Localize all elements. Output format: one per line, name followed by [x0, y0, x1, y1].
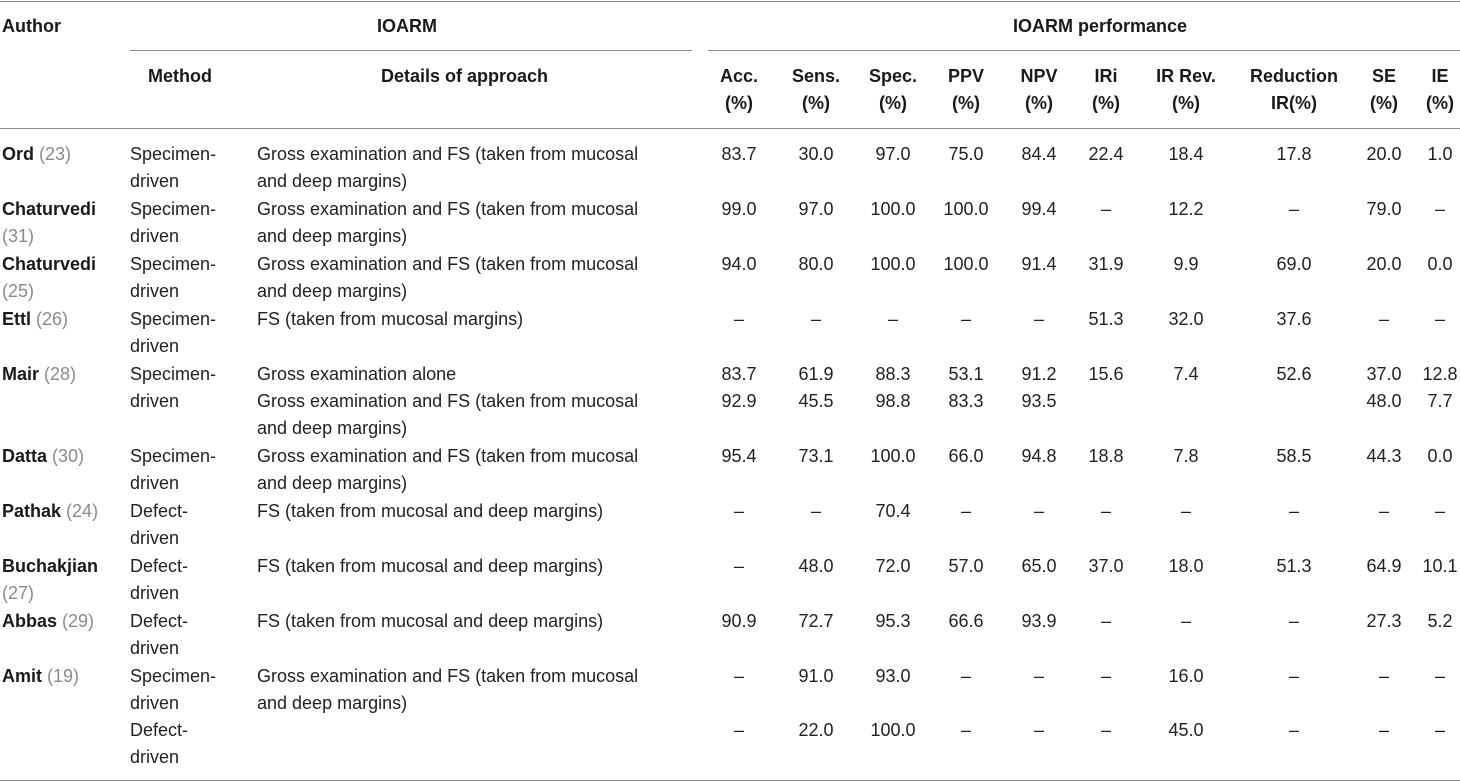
author-reference: (19)	[47, 666, 80, 686]
metric-value: 99.0	[721, 199, 757, 219]
metric-value: –	[810, 501, 821, 521]
author-name: Pathak	[2, 501, 62, 521]
metric-value: 64.9	[1366, 556, 1402, 576]
metric-value: 18.8	[1088, 446, 1124, 466]
metric-value: 30.0	[798, 144, 834, 164]
metric-value: 7.8	[1173, 446, 1199, 466]
method-text: Specimen-	[130, 309, 217, 329]
performance-group-rule	[708, 50, 1460, 51]
metric-value: 91.0	[798, 666, 834, 686]
metric-value: 93.5	[1021, 391, 1057, 411]
metric-value: 83.3	[948, 391, 984, 411]
method-text: driven	[130, 391, 180, 411]
metric-value: 9.9	[1173, 254, 1199, 274]
metric-value: –	[960, 309, 971, 329]
metric-value: 97.0	[798, 199, 834, 219]
author-cell	[2, 443, 128, 470]
metric-value: 20.0	[1366, 254, 1402, 274]
author-cell	[2, 251, 128, 305]
header-author: Author	[2, 16, 61, 36]
details-text: and deep margins)	[257, 171, 408, 191]
metric-value: –	[1033, 309, 1044, 329]
metric-value: –	[1288, 199, 1299, 219]
header-method: Method	[148, 66, 212, 86]
metric-value: 7.7	[1427, 391, 1453, 411]
details-text: and deep margins)	[257, 693, 408, 713]
metric-value: –	[887, 309, 898, 329]
author-name: Mair	[2, 364, 40, 384]
metric-value: 18.0	[1168, 556, 1204, 576]
method-text: driven	[130, 747, 180, 767]
details-text: and deep margins)	[257, 418, 408, 438]
metric-value: –	[1434, 501, 1445, 521]
metric-value: 73.1	[798, 446, 834, 466]
metric-value: –	[1033, 501, 1044, 521]
method-text: Specimen-	[130, 254, 217, 274]
metric-value: 93.9	[1021, 611, 1057, 631]
metric-value: –	[1033, 666, 1044, 686]
metric-value: 100.0	[943, 254, 989, 274]
metric-header: SE	[1371, 66, 1396, 86]
method-text: Defect-	[130, 501, 189, 521]
metric-header-unit: (%)	[952, 93, 980, 113]
details-text: FS (taken from mucosal and deep margins)	[257, 611, 604, 631]
method-text: driven	[130, 528, 180, 548]
metric-value: –	[1378, 666, 1389, 686]
details-text: Gross examination alone	[257, 364, 457, 384]
author-reference: (28)	[44, 364, 77, 384]
metric-value: 37.6	[1276, 309, 1312, 329]
author-cell	[2, 306, 128, 333]
metric-value: 75.0	[948, 144, 984, 164]
metric-header: IE	[1431, 66, 1449, 86]
metric-value: 95.4	[721, 446, 757, 466]
metric-value: –	[733, 501, 744, 521]
metric-value: –	[1100, 666, 1111, 686]
method-text: Specimen-	[130, 364, 217, 384]
details-text: Gross examination and FS (taken from mucosal	[257, 446, 639, 466]
metric-value: 84.4	[1021, 144, 1057, 164]
metric-header-unit: (%)	[802, 93, 830, 113]
author-name: Buchakjian	[2, 556, 99, 576]
metric-header-unit: (%)	[879, 93, 907, 113]
metric-value: 45.5	[798, 391, 834, 411]
metric-value: 45.0	[1168, 720, 1204, 740]
details-text: Gross examination and FS (taken from mucosal	[257, 391, 639, 411]
metric-value: 57.0	[948, 556, 984, 576]
metric-value: 51.3	[1276, 556, 1312, 576]
author-reference: (26)	[36, 309, 69, 329]
metric-header-unit: (%)	[1426, 93, 1454, 113]
metric-value: –	[1434, 720, 1445, 740]
metric-value: 93.0	[875, 666, 911, 686]
metric-value: 90.9	[721, 611, 757, 631]
metric-value: 51.3	[1088, 309, 1124, 329]
author-reference: (25)	[2, 281, 35, 301]
header-ioarm: IOARM	[377, 16, 437, 36]
metric-value: 66.0	[948, 446, 984, 466]
metric-value: 37.0	[1366, 364, 1402, 384]
metric-value: 100.0	[870, 254, 916, 274]
metric-value: 80.0	[798, 254, 834, 274]
metric-value: –	[1288, 501, 1299, 521]
metric-header-unit: (%)	[1092, 93, 1120, 113]
method-text: driven	[130, 281, 180, 301]
metric-value: 10.1	[1422, 556, 1458, 576]
details-text: and deep margins)	[257, 281, 408, 301]
method-text: Defect-	[130, 556, 189, 576]
method-text: Specimen-	[130, 446, 217, 466]
metric-value: 48.0	[798, 556, 834, 576]
metric-value: 100.0	[870, 720, 916, 740]
metric-value: 32.0	[1168, 309, 1204, 329]
metric-value: 58.5	[1276, 446, 1312, 466]
metric-value: 83.7	[721, 144, 757, 164]
metric-value: 94.8	[1021, 446, 1057, 466]
method-text: Specimen-	[130, 666, 217, 686]
metric-header: IRi	[1094, 66, 1118, 86]
metric-value: –	[1100, 611, 1111, 631]
header-bottom-rule	[0, 128, 1460, 129]
metric-header: Acc.	[719, 66, 759, 86]
details-text: and deep margins)	[257, 226, 408, 246]
metric-value: –	[1100, 720, 1111, 740]
metric-header-unit: (%)	[1025, 93, 1053, 113]
method-text: driven	[130, 473, 180, 493]
metric-value: 31.9	[1088, 254, 1124, 274]
metric-value: 12.2	[1168, 199, 1204, 219]
metric-value: 69.0	[1276, 254, 1312, 274]
author-name: Ord	[2, 144, 35, 164]
metric-value: 98.8	[875, 391, 911, 411]
method-text: Defect-	[130, 611, 189, 631]
author-name: Amit	[2, 666, 42, 686]
metric-value: 0.0	[1427, 254, 1453, 274]
metric-value: 88.3	[875, 364, 911, 384]
metric-value: 94.0	[721, 254, 757, 274]
metric-header-unit: (%)	[1370, 93, 1398, 113]
method-text: Defect-	[130, 720, 189, 740]
metric-value: 100.0	[870, 199, 916, 219]
metric-value: 100.0	[943, 199, 989, 219]
metric-value: 5.2	[1427, 611, 1453, 631]
metric-value: –	[1378, 720, 1389, 740]
metric-value: 17.8	[1276, 144, 1312, 164]
author-cell	[2, 498, 128, 525]
author-reference: (27)	[2, 583, 35, 603]
metric-value: 1.0	[1427, 144, 1453, 164]
metric-value: 12.8	[1422, 364, 1458, 384]
metric-value: –	[1288, 720, 1299, 740]
metric-value: 15.6	[1088, 364, 1124, 384]
details-text: Gross examination and FS (taken from mucosal	[257, 199, 639, 219]
metric-value: 20.0	[1366, 144, 1402, 164]
metric-value: 91.4	[1021, 254, 1057, 274]
author-name: Datta	[2, 446, 48, 466]
method-text: driven	[130, 226, 180, 246]
metric-value: –	[733, 666, 744, 686]
metric-value: –	[1100, 501, 1111, 521]
method-text: driven	[130, 171, 180, 191]
metric-header-unit: (%)	[1172, 93, 1200, 113]
metric-value: –	[1434, 666, 1445, 686]
author-name: Ettl	[2, 309, 31, 329]
metric-value: 66.6	[948, 611, 984, 631]
metric-value: –	[1378, 309, 1389, 329]
metric-value: 100.0	[870, 446, 916, 466]
metric-value: 52.6	[1276, 364, 1312, 384]
metric-value: 83.7	[721, 364, 757, 384]
metric-value: –	[1100, 199, 1111, 219]
author-name: Chaturvedi	[2, 199, 97, 219]
metric-value: 22.4	[1088, 144, 1124, 164]
metric-value: 0.0	[1427, 446, 1453, 466]
metric-value: –	[733, 556, 744, 576]
metric-value: –	[1288, 611, 1299, 631]
metric-header-unit: (%)	[725, 93, 753, 113]
metric-value: 44.3	[1366, 446, 1402, 466]
author-name: Abbas	[2, 611, 58, 631]
method-text: Specimen-	[130, 144, 217, 164]
details-text: FS (taken from mucosal and deep margins)	[257, 501, 604, 521]
metric-value: –	[960, 720, 971, 740]
metric-value: 97.0	[875, 144, 911, 164]
details-text: FS (taken from mucosal and deep margins)	[257, 556, 604, 576]
metric-value: 22.0	[798, 720, 834, 740]
metric-value: –	[810, 309, 821, 329]
metric-value: 95.3	[875, 611, 911, 631]
method-text: driven	[130, 583, 180, 603]
method-text: driven	[130, 638, 180, 658]
metric-header: Reduction	[1250, 66, 1338, 86]
author-cell	[2, 196, 128, 250]
metric-value: –	[1434, 199, 1445, 219]
header-details: Details of approach	[381, 66, 549, 86]
metric-value: 7.4	[1173, 364, 1199, 384]
author-cell	[2, 361, 128, 388]
metric-value: 92.9	[721, 391, 757, 411]
metric-value: 37.0	[1088, 556, 1124, 576]
details-text: Gross examination and FS (taken from mucosal	[257, 144, 639, 164]
method-text: driven	[130, 693, 180, 713]
metric-value: 91.2	[1021, 364, 1057, 384]
metric-value: 70.4	[875, 501, 911, 521]
metric-value: –	[1180, 501, 1191, 521]
table-bottom-rule	[0, 780, 1460, 781]
author-reference: (24)	[66, 501, 99, 521]
metric-value: –	[1288, 666, 1299, 686]
metric-header-unit: IR(%)	[1271, 93, 1317, 113]
author-reference: (30)	[52, 446, 85, 466]
details-text: FS (taken from mucosal margins)	[257, 309, 524, 329]
metric-header: Spec.	[868, 66, 918, 86]
metric-value: –	[960, 666, 971, 686]
metric-value: 99.4	[1021, 199, 1057, 219]
author-reference: (29)	[62, 611, 95, 631]
metric-value: –	[1434, 309, 1445, 329]
author-cell	[2, 608, 128, 635]
table-top-rule	[0, 1, 1460, 2]
metric-value: 27.3	[1366, 611, 1402, 631]
metric-value: 16.0	[1168, 666, 1204, 686]
metric-value: –	[1180, 611, 1191, 631]
metric-value: 53.1	[948, 364, 984, 384]
metric-value: 65.0	[1021, 556, 1057, 576]
header-performance: IOARM performance	[1013, 16, 1188, 36]
author-reference: (23)	[39, 144, 72, 164]
author-cell	[2, 141, 128, 168]
method-text: driven	[130, 336, 180, 356]
author-cell	[2, 553, 128, 607]
metric-value: 61.9	[798, 364, 834, 384]
metric-value: 18.4	[1168, 144, 1204, 164]
metric-value: –	[960, 501, 971, 521]
metric-header: PPV	[947, 66, 985, 86]
details-text: Gross examination and FS (taken from mucosal	[257, 254, 639, 274]
author-reference: (31)	[2, 226, 35, 246]
metric-header: NPV	[1020, 66, 1058, 86]
metric-header: IR Rev.	[1156, 66, 1216, 86]
author-cell	[2, 663, 128, 690]
metric-value: –	[1033, 720, 1044, 740]
metric-value: 72.7	[798, 611, 834, 631]
metric-value: 48.0	[1366, 391, 1402, 411]
author-name: Chaturvedi	[2, 254, 97, 274]
method-text: Specimen-	[130, 199, 217, 219]
details-text: Gross examination and FS (taken from mucosal	[257, 666, 639, 686]
metric-value: 79.0	[1366, 199, 1402, 219]
metric-value: –	[733, 720, 744, 740]
metric-value: –	[1378, 501, 1389, 521]
details-text: and deep margins)	[257, 473, 408, 493]
metric-header: Sens.	[791, 66, 841, 86]
metric-value: –	[733, 309, 744, 329]
metric-value: 72.0	[875, 556, 911, 576]
ioarm-group-rule	[130, 50, 692, 51]
